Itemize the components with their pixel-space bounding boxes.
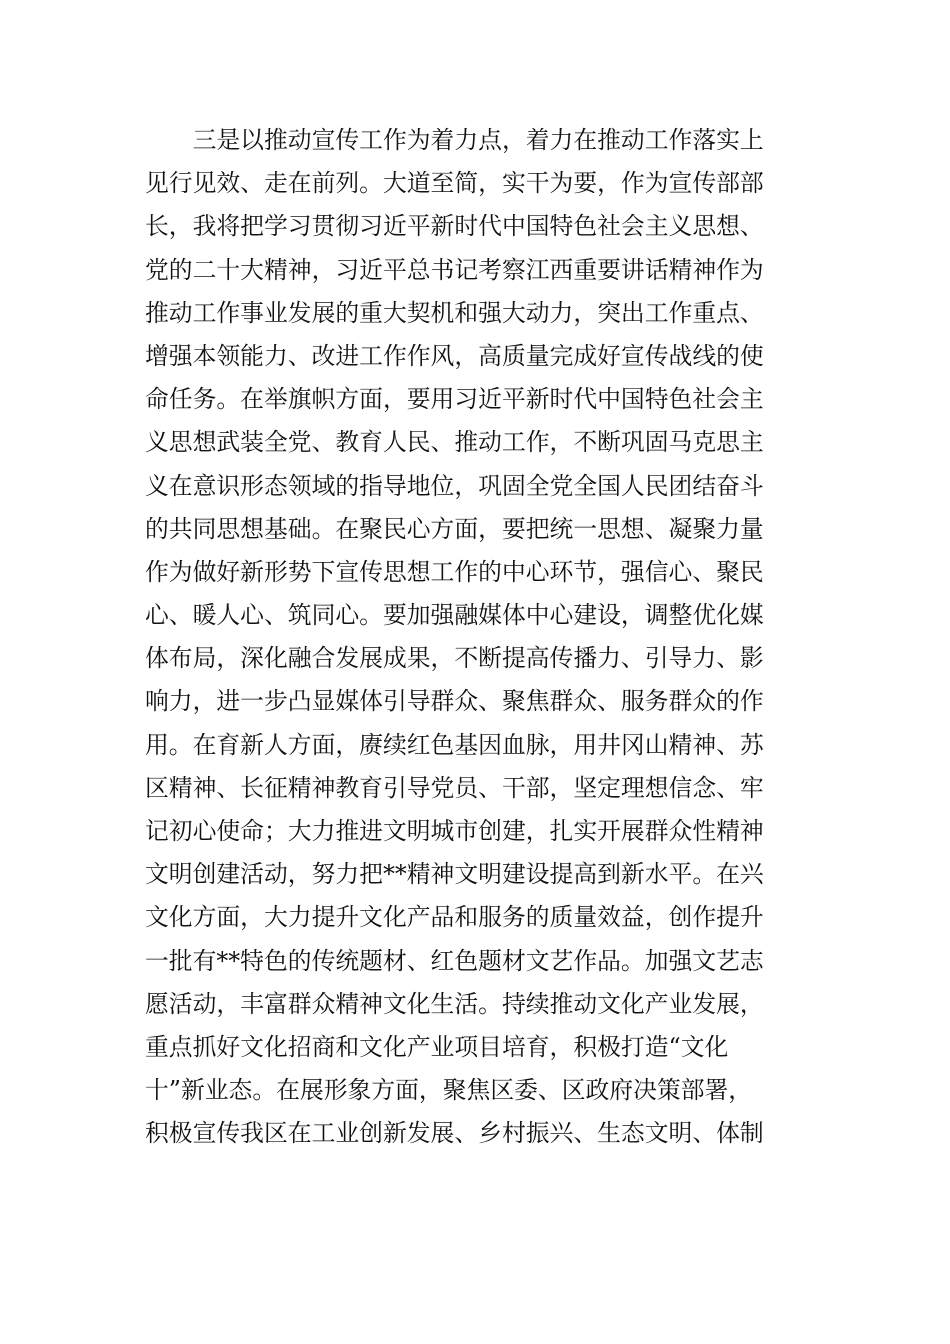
text-line: 文化方面，大力提升文化产品和服务的质量效益，创作提升 xyxy=(145,903,764,932)
text-line: 十”新业态。在展形象方面，聚焦区委、区政府决策部署， xyxy=(145,1076,753,1105)
text-line: 愿活动，丰富群众精神文化生活。持续推动文化产业发展， xyxy=(145,989,764,1018)
text-line: 命任务。在举旗帜方面，要用习近平新时代中国特色社会主 xyxy=(145,385,764,414)
text-line: 增强本领能力、改进工作作风，高质量完成好宣传战线的使 xyxy=(145,341,764,370)
text-line: 义思想武装全党、教育人民、推动工作，不断巩固马克思主 xyxy=(145,428,764,457)
text-line: 推动工作事业发展的重大契机和强大动力，突出工作重点、 xyxy=(145,298,764,327)
text-line: 见行见效、走在前列。大道至简，实干为要，作为宣传部部 xyxy=(145,169,764,198)
text-line: 心、暖人心、筑同心。要加强融媒体中心建设，调整优化媒 xyxy=(145,601,764,630)
body-paragraph xyxy=(145,119,815,1156)
text-line: 文明创建活动，努力把**精神文明建设提高到新水平。在兴 xyxy=(145,860,764,889)
text-line: 重点抓好文化招商和文化产业项目培育，积极打造“文化 xyxy=(145,1032,729,1061)
text-line: 积极宣传我区在工业创新发展、乡村振兴、生态文明、体制 xyxy=(145,1119,764,1148)
text-line: 作为做好新形势下宣传思想工作的中心环节，强信心、聚民 xyxy=(145,557,764,586)
text-line: 响力，进一步凸显媒体引导群众、聚焦群众、服务群众的作 xyxy=(145,687,764,716)
text-line: 体布局，深化融合发展成果，不断提高传播力、引导力、影 xyxy=(145,644,764,673)
text-line: 的共同思想基础。在聚民心方面，要把统一思想、凝聚力量 xyxy=(145,514,764,543)
text-line: 长，我将把学习贯彻习近平新时代中国特色社会主义思想、 xyxy=(145,212,764,241)
text-line: 记初心使命；大力推进文明城市创建，扎实开展群众性精神 xyxy=(145,817,764,845)
text-line: 三是以推动宣传工作为着力点，着力在推动工作落实上 xyxy=(145,126,764,154)
text-line: 区精神、长征精神教育引导党员、干部，坚定理想信念、牢 xyxy=(145,773,764,802)
text-line: 党的二十大精神，习近平总书记考察江西重要讲话精神作为 xyxy=(145,255,764,284)
text-line: 义在意识形态领域的指导地位，巩固全党全国人民团结奋斗 xyxy=(145,471,764,500)
text-line: 用。在育新人方面，赓续红色基因血脉，用井冈山精神、苏 xyxy=(145,730,764,759)
text-line: 一批有**特色的传统题材、红色题材文艺作品。加强文艺志 xyxy=(145,946,764,975)
